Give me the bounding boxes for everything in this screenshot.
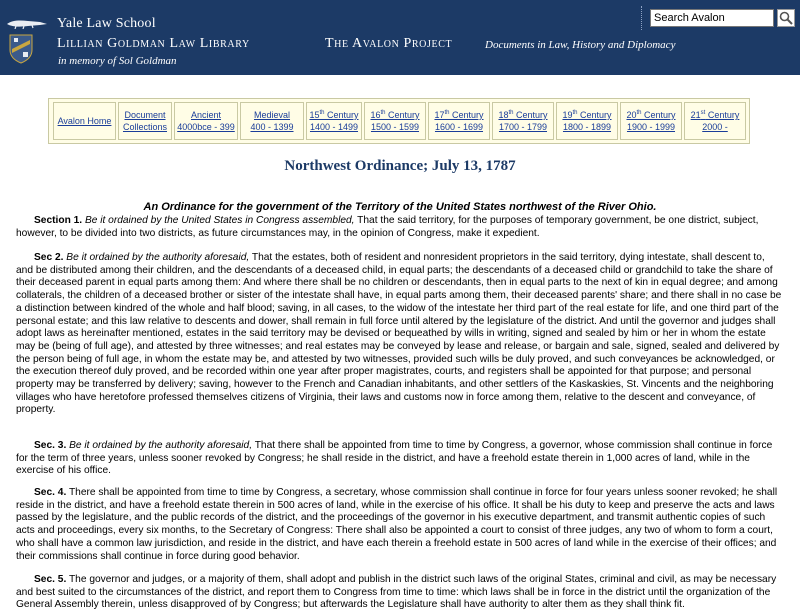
document-subtitle: An Ordinance for the government of the Territory of the United States northwest of the River Ohio. — [143, 201, 657, 213]
section-label: Sec 2. — [34, 252, 64, 263]
nav-18th-century[interactable] — [492, 102, 554, 140]
nav-label — [370, 109, 419, 121]
nav-label: 400 - 1399 — [250, 122, 294, 132]
nav-century: Century — [705, 110, 740, 120]
nav-suffix: th — [508, 110, 514, 116]
nav-suffix: st — [700, 110, 706, 116]
section-text: The governor and judges, or a majority of them, shall adopt and publish in the district such laws of the original States, criminal and civil, as may be necessary and best suited to the circumstances of the district, and report them to Congress from time to time: which laws shall be in force in the district until the organization of the General Assembly therein, unless disapproved of by Congress; but afterwards the Legislature shall have authority to alter them as they shall think fit. — [16, 574, 777, 611]
nav-num: 19 — [562, 110, 573, 120]
section-lead: Be it ordained by the authority aforesaid, — [63, 252, 250, 263]
nav-century: Century — [449, 110, 484, 120]
nav-label: 2000 - — [702, 122, 728, 132]
section-paragraph — [16, 215, 784, 240]
nav-century: Century — [577, 110, 612, 120]
nav-label — [626, 109, 675, 121]
section-paragraph — [16, 574, 784, 612]
nav-avalon-home[interactable] — [53, 102, 116, 140]
section-paragraph — [16, 252, 784, 417]
nav-label: Medieval — [253, 110, 291, 120]
nav-label: 1700 - 1799 — [498, 122, 548, 132]
search-input[interactable] — [650, 9, 774, 27]
yale-law-crest-icon — [9, 34, 33, 64]
section-paragraph — [16, 487, 784, 563]
nav-ancient[interactable] — [174, 102, 238, 140]
section-label: Sec. 3. — [34, 440, 67, 451]
nav-century: Century — [324, 110, 359, 120]
nav-suffix: th — [636, 110, 642, 116]
nav-label: Document — [124, 110, 166, 120]
nav-suffix: th — [380, 110, 386, 116]
nav-num: 20 — [626, 110, 637, 120]
nav-label: 1500 - 1599 — [370, 122, 420, 132]
nav-label: 1900 - 1999 — [626, 122, 676, 132]
nav-label — [498, 109, 547, 121]
nav-label: Collections — [122, 122, 168, 132]
nav-label: Ancient — [190, 110, 222, 120]
section-text: That there shall be appointed from time to time by Congress, a governor, whose commission shall continue in force for the term of three years, unless sooner revoked by Congress; he shall reside in the district, and have a freehold estate therein in 1,000 acres of land, while in the exercise of his office. — [16, 440, 773, 477]
nav-century: Century — [641, 110, 676, 120]
nav-num: 15 — [309, 110, 320, 120]
section-label: Sec. 5. — [34, 574, 67, 585]
project-subtitle: Documents in Law, History and Diplomacy — [485, 39, 676, 51]
section-text: There shall be appointed from time to time by Congress, a secretary, whose commission shall continue in force for four years unless sooner revoked; he shall reside in the district, and have a freehold estate therein in 500 acres of land, while in the exercise of his office. It shall be his duty to keep and preserve the acts and laws passed by the legislature, and the public records of the district, and the proceedings of the governor in his executive department, and transmit authentic copies of such acts and proceedings, every six months, to the Secretary of Congress: There shall also be appointed a court to consist of three judges, any two of whom to form a court, who shall have a common law jurisdiction, and reside in the district, and have each therein a freehold estate in 500 acres of land while in the exercise of their offices; and their commissions shall continue in force during good behavior. — [16, 487, 778, 562]
site-header — [0, 0, 800, 75]
nav-label — [434, 109, 483, 121]
school-name[interactable]: Yale Law School — [57, 16, 156, 31]
nav-suffix: th — [444, 110, 450, 116]
nav-label: 4000bce - 399 — [177, 122, 235, 132]
nav-label — [562, 109, 611, 121]
section-text: That the estates, both of resident and nonresident proprietors in the said territory, dying intestate, shall descent to, and be distributed among their children, and the descendants of a deceased child, in equal parts; the descendants of a deceased child or grandchild to take the share of their deceased parent in equal parts among them: And where there shall be no children or descendants, then in equal parts to the next of kin in equal degree; and among collaterals, the children of a deceased brother or sister of the intestate shall have, in equal parts among them, their deceased parents' share; and there shall in no case be a distinction between kindred of the whole and half blood; saving, in all cases, to the widow of the intestate her third part of the real estate for life, and one third part of the personal estate; and this law relative to descents and dower, shall remain in full force until altered by the legislature of the district. And until the governor and judges shall adopt laws as hereinafter mentioned, estates in the said territory may be devised or bequeathed by wills in writing, signed and sealed by him or her in whom the estate may be (being of full age), and attested by three witnesses; and real estates may be conveyed by lease and release, or bargain and sale, signed, sealed and delivered by the person being of full age, in whom the estate may be, and attested by two witnesses, provided such wills be duly proved, and such conveyances be acknowledged, or the execution thereof duly proved, and be recorded within one year after proper magistrates, courts, and registers shall be appointed for that purpose; and personal property may be transferred by delivery; saving, however to the French and Canadian inhabitants, and other settlers of the Kaskaskies, St. Vincents and the neighboring villages who have heretofore professed themselves citizens of Virginia, their laws and customs now in force among them, relative to the descent and conveyance, of property. — [16, 252, 782, 416]
search-icon — [778, 10, 794, 26]
nav-num: 17 — [434, 110, 445, 120]
memory-text: in memory of Sol Goldman — [58, 55, 177, 67]
section-text: That the said territory, for the purposes of temporary government, be one district, subject, however, to be divided into two districts, as future circumstances may, in the opinion of Congress, make it expedient. — [16, 215, 759, 239]
section-label: Section 1. — [34, 215, 83, 226]
century-navigation — [48, 98, 750, 144]
nav-15th-century[interactable] — [306, 102, 362, 140]
section-lead: Be it ordained by the United States in Congress assembled, — [82, 215, 355, 226]
library-name[interactable]: Lillian Goldman Law Library — [57, 36, 250, 51]
alligator-logo-icon — [6, 17, 48, 29]
nav-label: 1600 - 1699 — [434, 122, 484, 132]
nav-label: 1800 - 1899 — [562, 122, 612, 132]
section-label: Sec. 4. — [34, 487, 67, 498]
nav-label — [309, 109, 358, 121]
nav-medieval[interactable] — [240, 102, 304, 140]
header-divider — [641, 6, 643, 30]
nav-19th-century[interactable] — [556, 102, 618, 140]
nav-16th-century[interactable] — [364, 102, 426, 140]
nav-17th-century[interactable] — [428, 102, 490, 140]
section-paragraph — [16, 440, 784, 478]
nav-num: 18 — [498, 110, 509, 120]
document-title: Northwest Ordinance; July 13, 1787 — [284, 158, 516, 174]
project-title[interactable]: The Avalon Project — [325, 36, 453, 51]
nav-century: Century — [385, 110, 420, 120]
section-lead: Be it ordained by the authority aforesaid, — [66, 440, 253, 451]
nav-num: 16 — [370, 110, 381, 120]
nav-suffix: th — [572, 110, 578, 116]
nav-label: 1400 - 1499 — [309, 122, 359, 132]
nav-num: 21 — [690, 110, 701, 120]
nav-21st-century[interactable] — [684, 102, 746, 140]
nav-label — [691, 109, 740, 121]
nav-20th-century[interactable] — [620, 102, 682, 140]
nav-century: Century — [513, 110, 548, 120]
search-button[interactable] — [777, 9, 795, 27]
nav-label: Avalon Home — [57, 116, 112, 126]
nav-suffix: th — [319, 110, 325, 116]
nav-document-collections[interactable] — [118, 102, 172, 140]
